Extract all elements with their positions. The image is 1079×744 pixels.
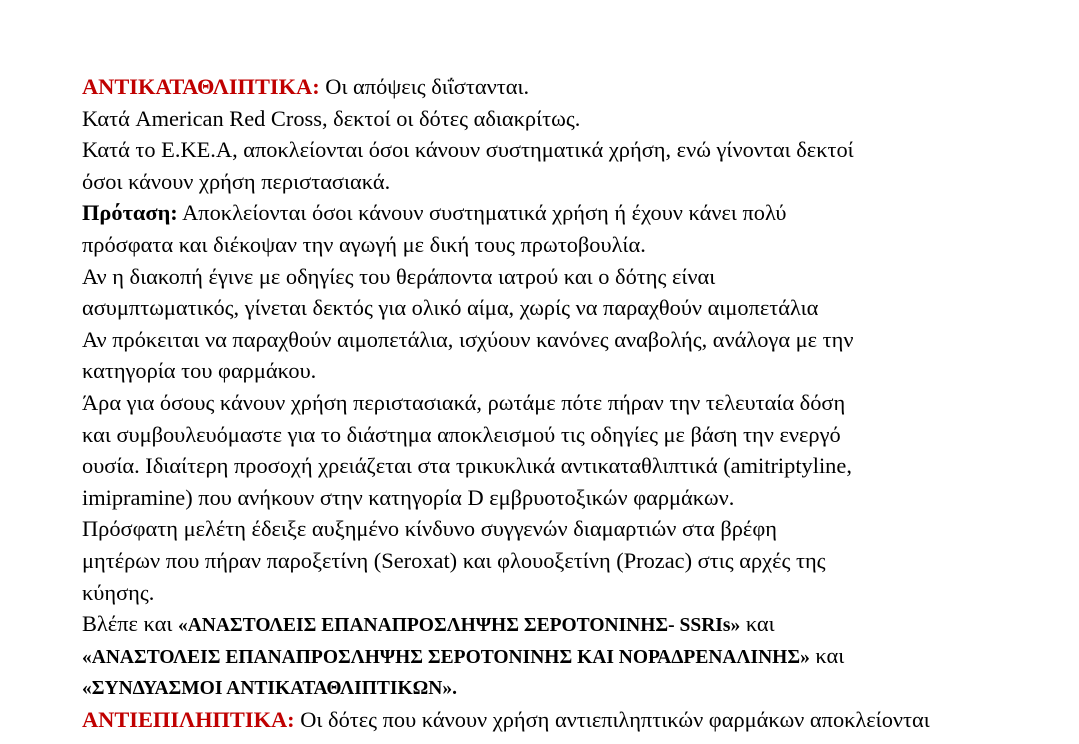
text-line: όσοι κάνουν χρήση περιστασιακά. [82,168,391,194]
text-line: και συμβουλευόμαστε για το διάστημα αποκλεισμού τις οδηγίες με βάση την ενεργό [82,421,841,447]
see-also-line [82,640,1057,672]
proposal-text: Αποκλείονται όσοι κάνουν συστηματικά χρήση ή έχουν κάνει πολύ [177,200,787,226]
next-section-text: Οι δότες που κάνουν χρήση αντιεπιληπτικών φαρμάκων αποκλείονται [294,707,930,732]
text-line: Άρα για όσους κάνουν χρήση περιστασιακά, ρωτάμε πότε πήραν την τελευταία δόση [82,389,846,415]
text-line: Αν η διακοπή έγινε με οδηγίες του θεράποντα ιατρού και ο δότης είναι [82,263,716,289]
see-also-prefix: Βλέπε και [82,611,178,637]
reference-snri: «ΑΝΑΣΤΟΛΕΙΣ ΕΠΑΝΑΠΡΟΣΛΗΨΗΣ ΣΕΡΟΤΟΝΙΝΗΣ ΚΑΙ ΝΟΡΑΔΡΕΝΑΛΙΝΗΣ» [82,646,810,668]
conjunction: και [740,611,775,637]
text-line: ουσία. Ιδιαίτερη προσοχή χρειάζεται στα τρικυκλικά αντικαταθλιπτικά (amitriptyline, [82,453,852,479]
text-line: ασυμπτωματικός, γίνεται δεκτός για ολικό αίμα, χωρίς να παραχθούν αιμοπετάλια [82,295,819,321]
text-line: κύησης. [82,579,155,605]
section-heading-line [82,71,1057,103]
document-body [82,71,1057,703]
text-line: imipramine) που ανήκουν στην κατηγορία D εμβρυοτοξικών φαρμάκων. [82,484,735,510]
text-line: Πρόσφατη μελέτη έδειξε αυξημένο κίνδυνο συγγενών διαμαρτιών στα βρέφη [82,516,777,542]
text-line: Κατά το Ε.ΚΕ.Α, αποκλείονται όσοι κάνουν συστηματικά χρήση, ενώ γίνονται δεκτοί [82,137,854,163]
text-line: μητέρων που πήραν παροξετίνη (Seroxat) και φλουοξετίνη (Prozac) στις αρχές της [82,547,826,573]
text-line: Κατά American Red Cross, δεκτοί οι δότες αδιακρίτως. [82,105,581,131]
proposal-label: Πρόταση: [82,200,178,226]
reference-ssri: «ΑΝΑΣΤΟΛΕΙΣ ΕΠΑΝΑΠΡΟΣΛΗΨΗΣ ΣΕΡΟΤΟΝΙΝΗΣ- SSRIs» [177,615,741,637]
reference-combinations: «ΣΥΝΔΥΑΣΜΟΙ ΑΝΤΙΚΑΤΑΘΛΙΠΤΙΚΩΝ». [82,678,457,700]
see-also-line [82,671,1057,703]
text-line: Αν πρόκειται να παραχθούν αιμοπετάλια, ισχύουν κανόνες αναβολής, ανάλογα με την [82,326,854,352]
text-line: πρόσφατα και διέκοψαν την αγωγή με δική τους πρωτοβουλία. [82,231,646,257]
see-also-line [82,608,1057,640]
text-line: κατηγορία του φαρμάκου. [82,358,317,384]
section-heading: ΑΝΤΙΚΑΤΑΘΛΙΠΤΙΚΑ: [82,74,320,99]
heading-text: Οι απόψεις διΐστανται. [319,74,530,99]
next-section-heading: ΑΝΤΙΕΠΙΛΗΠΤΙΚΑ: [82,707,295,732]
conjunction: και [809,642,845,668]
next-section-partial [82,704,1057,744]
proposal-line [82,197,1057,229]
